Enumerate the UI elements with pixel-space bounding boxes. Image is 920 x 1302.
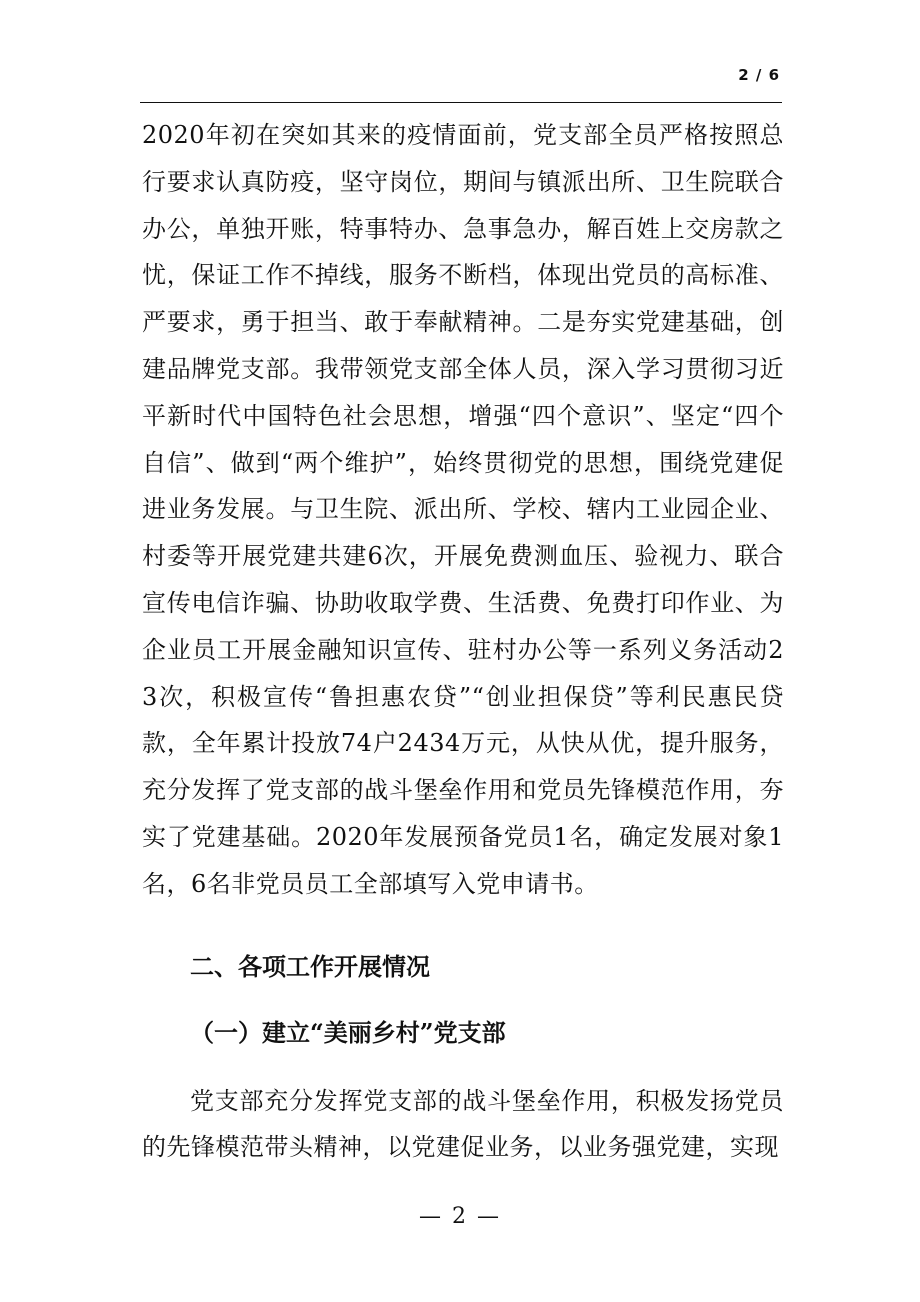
body-paragraph: 2020年初在突如其来的疫情面前，党支部全员严格按照总行要求认真防疫，坚守岗位，期间与镇派出所、卫生院联合办公，单独开账，特事特办、急事急办，解百姓上交房款之忧，保证工作不掉线，服务不断档，体现出党员的高标准、严要求，勇于担当、敢于奉献精神。二是夯实党建基础，创建品牌党支部。我带领党支部全体人员，深入学习贯彻习近平新时代中国特色社会思想，增强“四个意识”、坚定“四个自信”、做到“两个维护”，始终贯彻党的思想，围绕党建促进业务发展。与卫生院、派出所、学校、辖内工业园企业、村委等开展党建共建6次，开展免费测血压、验视力、联合宣传电信诈骗、协助收取学费、生活费、免费打印作业、为企业员工开展金融知识宣传、驻村办公等一系列义务活动23次，积极宣传“鲁担惠农贷”“创业担保贷”等利民惠民贷款，全年累计投放74户2434万元，从快从优，提升服务，充分发挥了党支部的战斗堡垒作用和党员先锋模范作用，夯实了党建基础。2020年发展预备党员1名，确定发展对象1名，6名非党员员工全部填写入党申请书。 bbox=[142, 121, 784, 898]
body-paragraph: 党支部充分发挥党支部的战斗堡垒作用，积极发扬党员的先锋模范带头精神，以党建促业务，以业务强党建，实现 bbox=[142, 1086, 784, 1162]
page-counter: 2 / 6 bbox=[738, 66, 780, 84]
subsection-heading: （一）建立“美丽乡村”党支部 bbox=[190, 1017, 506, 1047]
header-divider bbox=[140, 102, 782, 103]
footer-page-number: — 2 — bbox=[419, 1204, 501, 1229]
section-heading: 二、各项工作开展情况 bbox=[190, 952, 430, 981]
document-body bbox=[142, 112, 784, 1171]
